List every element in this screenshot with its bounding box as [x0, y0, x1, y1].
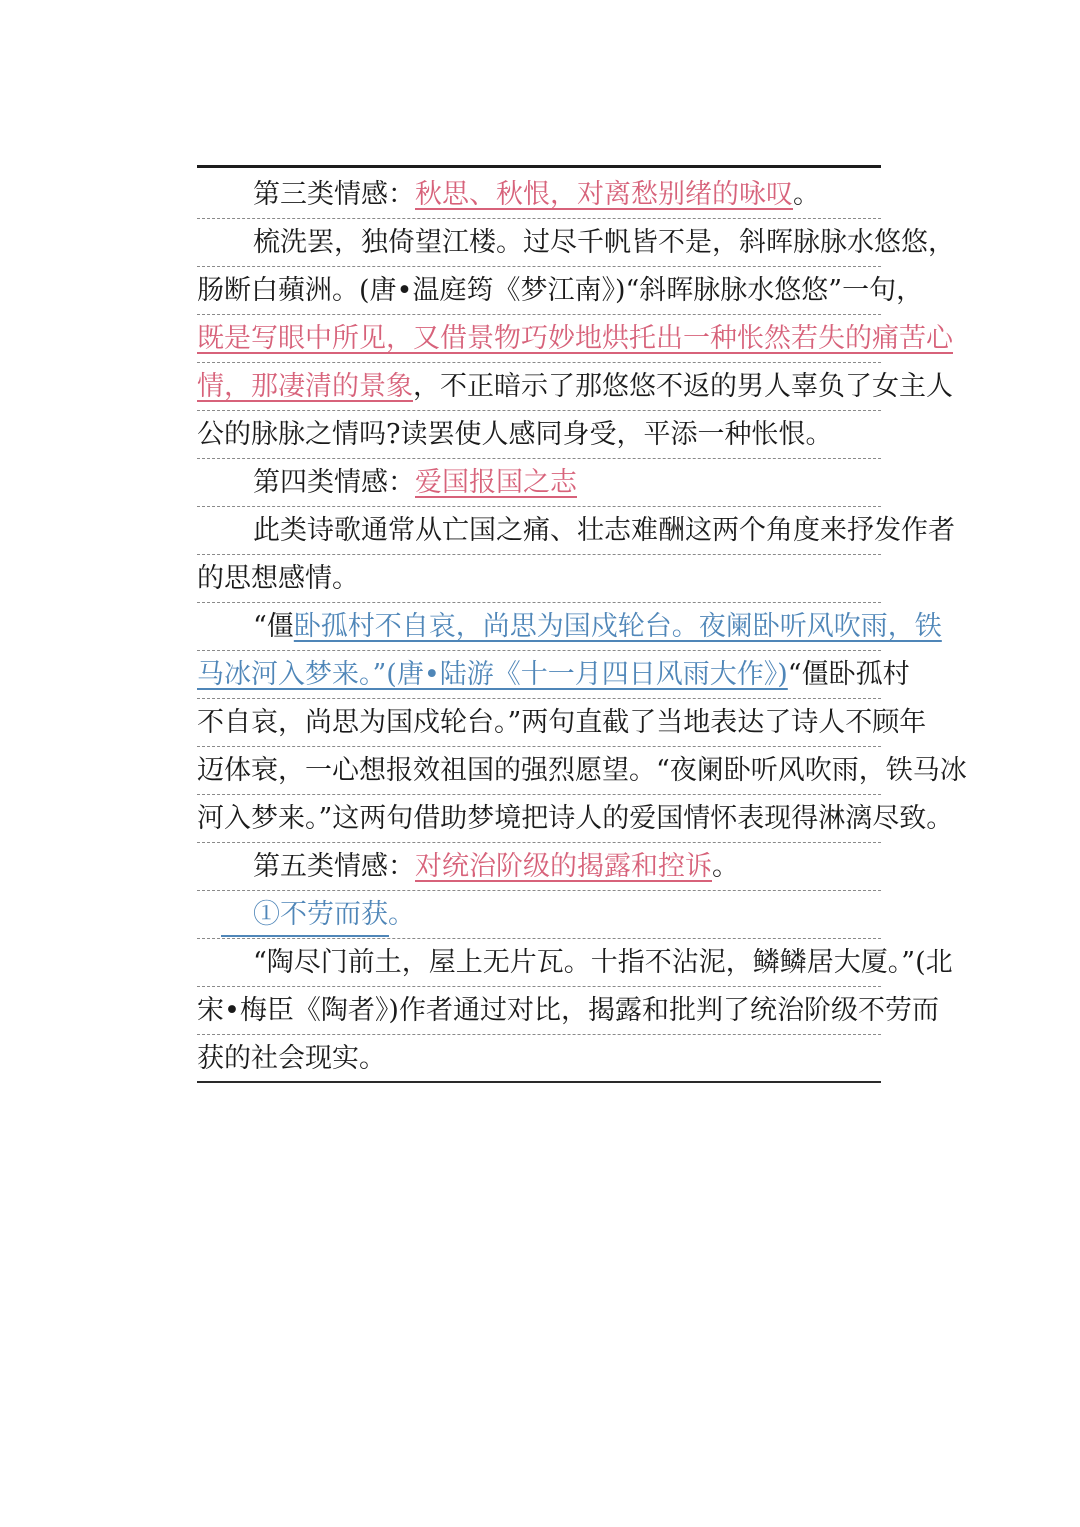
highlighted-note-red: 对统治阶级的揭露和控诉: [415, 851, 712, 882]
top-rule: [197, 165, 881, 168]
text-line: [197, 603, 942, 651]
line-text: “陶尽门前土，屋上无片瓦。十指不沾泥，鳞鳞居大厦。”(北: [253, 947, 953, 978]
line-text: 第五类情感：: [253, 851, 415, 882]
line-text: 梳洗罢，独倚望江楼。过尽千帆皆不是，斜晖脉脉水悠悠，: [253, 227, 955, 258]
text-line: [197, 699, 927, 747]
faint-watermark: [663, 1090, 873, 1100]
highlighted-note-red: 爱国报国之志: [415, 467, 577, 498]
line-text: 宋•梅臣《陶者》)作者通过对比，揭露和批判了统治阶级不劳而: [197, 995, 939, 1026]
highlighted-quote-blue: 卧孤村不自哀，尚思为国戍轮台。夜阑卧听风吹雨，铁: [293, 611, 942, 642]
line-text: 公的脉脉之情吗?读罢使人感同身受，平添一种怅恨。: [197, 419, 833, 450]
subheading: ①不劳而获。: [253, 899, 415, 930]
line-text: 第三类情感：: [253, 179, 415, 210]
highlighted-note-red: 既是写眼中所见，又借景物巧妙地烘托出一种怅然若失的痛苦心: [197, 323, 953, 354]
line-text: 。: [712, 851, 739, 882]
text-line: [197, 411, 881, 459]
text-line: [197, 459, 881, 507]
line-text: 迈体衰，一心想报效祖国的强烈愿望。“夜阑卧听风吹雨，铁马冰: [197, 755, 967, 786]
line-text: “僵: [253, 611, 294, 642]
line-text: 肠断白蘋洲。(唐•温庭筠《梦江南》)“斜晖脉脉水悠悠”一句，: [197, 275, 924, 306]
line-text: 获的社会现实。: [197, 1043, 386, 1074]
line-text: ，不正暗示了那悠悠不返的男人辜负了女主人: [413, 371, 953, 402]
line-text: 。: [793, 179, 820, 210]
text-line: [197, 555, 881, 603]
text-line: [197, 987, 939, 1035]
text-line: [197, 507, 955, 555]
text-line: [197, 891, 881, 939]
text-line: [197, 171, 881, 219]
highlighted-note-red: 秋思、秋恨，对离愁别绪的咏叹: [415, 179, 793, 210]
text-line: [197, 267, 924, 315]
line-text: “僵卧孤村: [787, 659, 910, 690]
line-text: 的思想感情。: [197, 563, 359, 594]
highlighted-note-red: 情，那凄清的景象: [197, 371, 413, 402]
text-line: [197, 315, 953, 363]
text-line: [197, 939, 953, 987]
text-line: [197, 747, 967, 795]
line-text: 此类诗歌通常从亡国之痛、壮志难酬这两个角度来抒发作者: [253, 515, 955, 546]
line-text: 河入梦来。”这两句借助梦境把诗人的爱国情怀表现得淋漓尽致。: [197, 803, 954, 834]
text-line: [197, 219, 955, 267]
subheading-underline: [221, 935, 389, 937]
highlighted-quote-blue: 马冰河入梦来。”(唐•陆游《十一月四日风雨大作》): [197, 659, 788, 690]
text-line: [197, 651, 910, 699]
line-text: 第四类情感：: [253, 467, 415, 498]
text-line: [197, 843, 881, 891]
notebook-page: [197, 165, 967, 1095]
text-line: [197, 795, 954, 843]
text-line: [197, 1035, 881, 1083]
line-text: 不自哀，尚思为国戍轮台。”两句直截了当地表达了诗人不顾年: [197, 707, 927, 738]
text-line: [197, 363, 953, 411]
